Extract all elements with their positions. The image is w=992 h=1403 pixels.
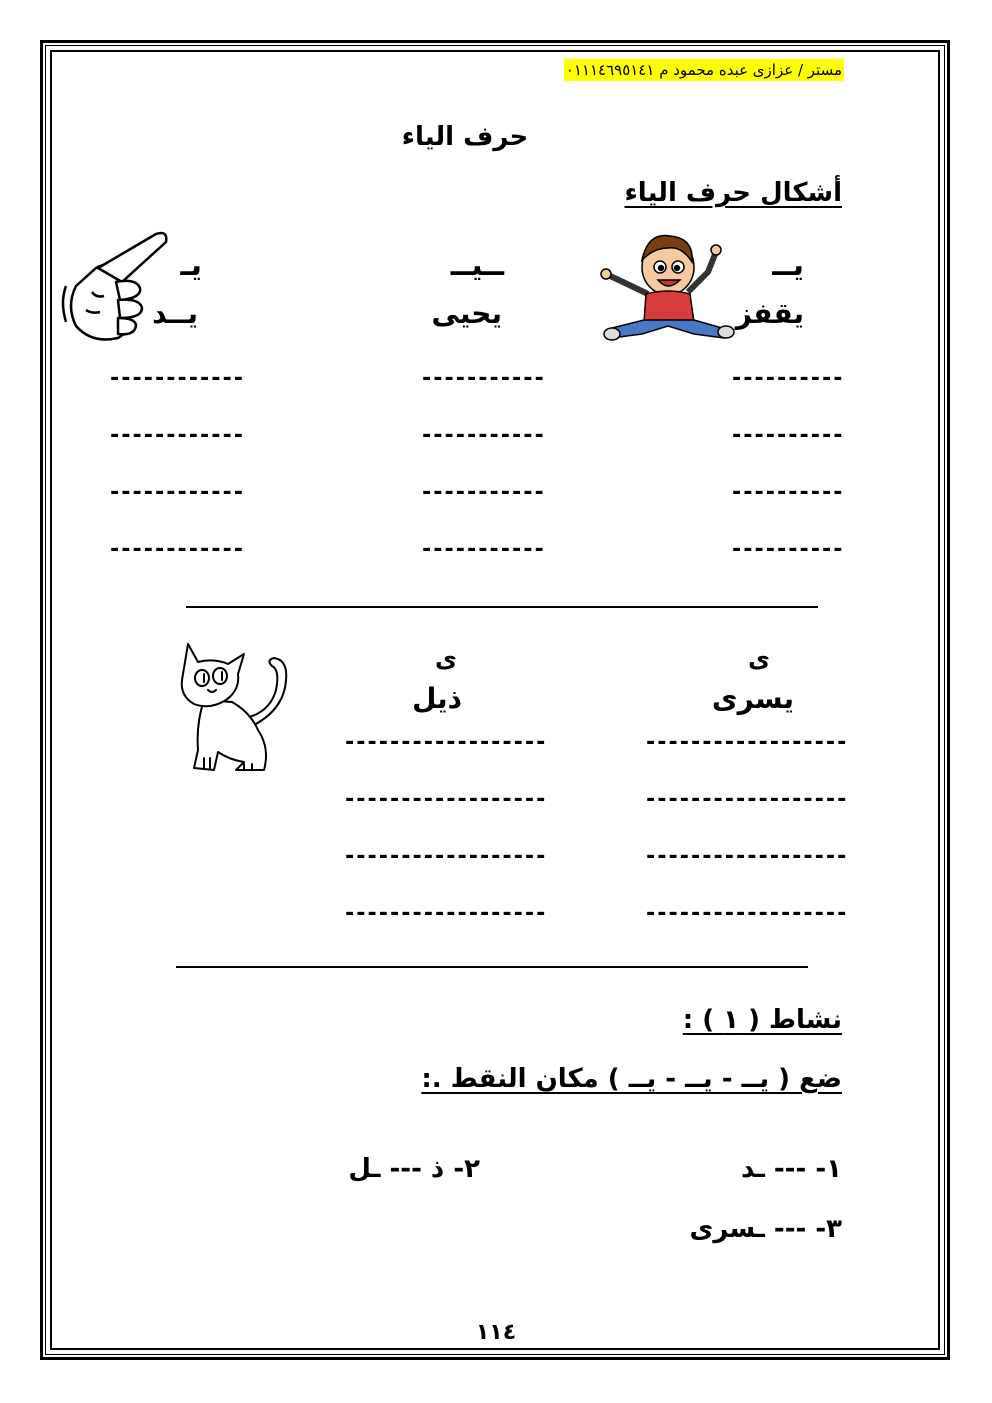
writing-line: ------------------ [644, 901, 847, 926]
writing-line: ------------------ [644, 844, 847, 869]
jumping-boy-illustration [598, 222, 738, 350]
exercise-3: ٣- --- ـسرى [689, 1214, 842, 1244]
cat-illustration [174, 640, 300, 774]
pointing-hand-illustration [56, 226, 172, 346]
shape-end-word-2: ذيل [412, 682, 462, 715]
section-divider [186, 606, 818, 608]
writing-line: ---------- [730, 423, 843, 448]
page-number: ١١٤ [475, 1320, 517, 1345]
writing-line: ----------- [420, 537, 544, 562]
shape-initial-word: يقفز [735, 297, 804, 330]
writing-line: ---------- [730, 480, 843, 505]
shape-end-letter-1: ى [748, 645, 770, 673]
shape-medial-word: يحيى [431, 297, 502, 330]
shape-final-word: يــد [152, 297, 198, 330]
activity-title: نشاط ( ١ ) : [682, 1005, 842, 1035]
shape-end-letter-2: ى [435, 645, 457, 673]
shapes-section-title: أشكال حرف الياء [624, 178, 842, 208]
exercise-1: ١- --- ـد [740, 1154, 842, 1184]
section-divider [176, 966, 808, 968]
writing-line: ---------- [730, 537, 843, 562]
exercise-2: ٢- ذ --- ـل [348, 1154, 480, 1184]
writing-line: ----------- [420, 423, 544, 448]
writing-line: ------------ [108, 480, 243, 505]
writing-line: ------------------ [644, 730, 847, 755]
writing-line: ------------ [108, 537, 243, 562]
writing-line: ----------- [420, 480, 544, 505]
shape-final-letter: يـ [180, 248, 202, 283]
writing-line: ----------- [420, 366, 544, 391]
writing-line: ------------------ [343, 901, 546, 926]
writing-line: ------------------ [644, 787, 847, 812]
shape-initial-letter: يــ [772, 248, 804, 283]
writing-line: ------------------ [343, 730, 546, 755]
page-title: حرف الياء [401, 122, 529, 152]
writing-line: ---------- [730, 366, 843, 391]
writing-line: ------------------ [343, 787, 546, 812]
header-note: مستر / عزازى عبده محمود م ٠١١١٤٦٩٥١٤١ [565, 61, 842, 79]
shape-end-word-1: يسرى [711, 682, 794, 715]
writing-line: ------------------ [343, 844, 546, 869]
shape-medial-letter: ــيــ [450, 248, 504, 283]
writing-line: ------------ [108, 366, 243, 391]
activity-instruction: ضع ( يــ - يــ - يــ ) مكان النقط .: [421, 1064, 842, 1094]
writing-line: ------------ [108, 423, 243, 448]
